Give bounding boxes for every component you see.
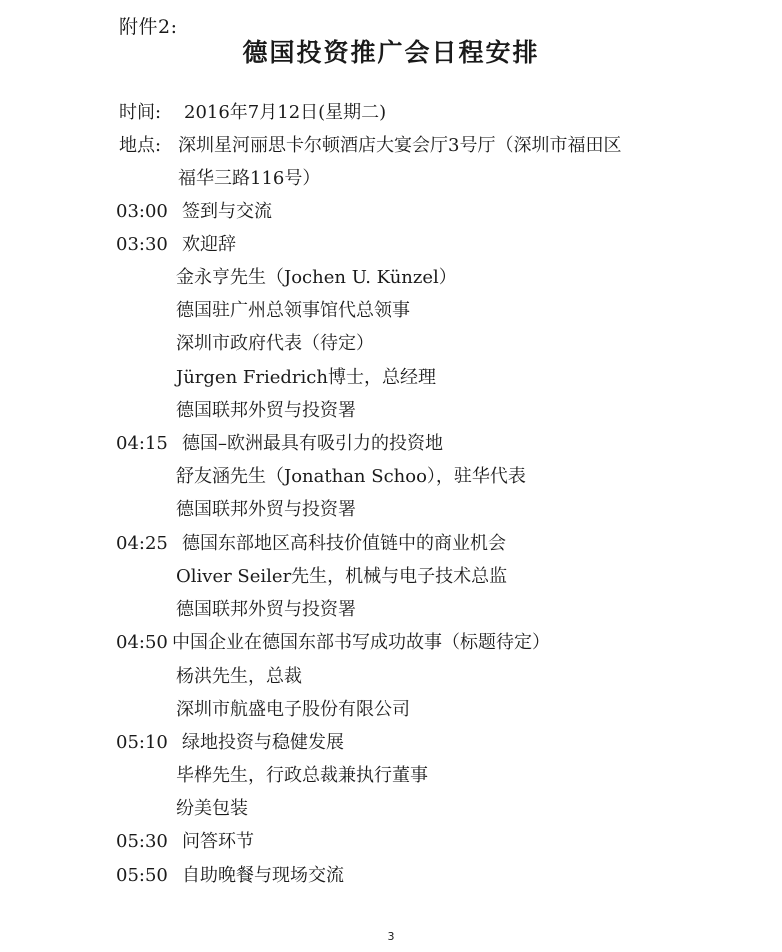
- venue-label: 地点:: [119, 135, 162, 156]
- schedule-time: 04:50: [116, 632, 168, 653]
- schedule-time: 04:25: [116, 533, 168, 554]
- schedule-detail: Jürgen Friedrich博士，总经理: [176, 367, 436, 388]
- schedule-item: 欢迎辞: [182, 234, 236, 255]
- schedule-time: 05:10: [116, 732, 168, 753]
- schedule-item: 绿地投资与稳健发展: [182, 732, 344, 753]
- venue-line-2: 福华三路116号）: [178, 168, 321, 189]
- schedule-item: 自助晚餐与现场交流: [182, 865, 344, 886]
- page-number: 3: [387, 930, 395, 943]
- schedule-detail: 德国联邦外贸与投资署: [176, 599, 356, 620]
- schedule-detail: 杨洪先生，总裁: [176, 666, 302, 687]
- page-title: 德国投资推广会日程安排: [242, 38, 540, 67]
- time-value: 2016年7月12日(星期二): [184, 102, 387, 123]
- schedule-item: 问答环节: [182, 831, 254, 852]
- venue-line-1: 深圳星河丽思卡尔顿酒店大宴会厅3号厅（深圳市福田区: [178, 135, 622, 156]
- schedule-time: 03:00: [116, 201, 168, 222]
- schedule-detail: 德国联邦外贸与投资署: [176, 400, 356, 421]
- schedule-time: 05:50: [116, 865, 168, 886]
- schedule-time: 05:30: [116, 831, 168, 852]
- schedule-detail: 毕桦先生，行政总裁兼执行董事: [176, 765, 428, 786]
- schedule-item: 签到与交流: [182, 201, 272, 222]
- schedule-item: 德国–欧洲最具有吸引力的投资地: [182, 433, 443, 454]
- schedule-detail: 德国驻广州总领事馆代总领事: [176, 300, 410, 321]
- time-label: 时间:: [119, 102, 162, 123]
- schedule-detail: 深圳市航盛电子股份有限公司: [176, 699, 410, 720]
- schedule-time: 04:15: [116, 433, 168, 454]
- schedule-detail: Oliver Seiler先生，机械与电子技术总监: [176, 566, 508, 587]
- schedule-time: 03:30: [116, 234, 168, 255]
- attachment-label: 附件2:: [119, 16, 178, 38]
- schedule-detail: 纷美包装: [176, 798, 248, 819]
- schedule-item: 中国企业在德国东部书写成功故事（标题待定）: [172, 632, 550, 653]
- schedule-detail: 德国联邦外贸与投资署: [176, 499, 356, 520]
- schedule-detail: 舒友涵先生（Jonathan Schoo），驻华代表: [176, 466, 526, 487]
- schedule-detail: 深圳市政府代表（待定）: [176, 333, 374, 354]
- schedule-item: 德国东部地区高科技价值链中的商业机会: [182, 533, 506, 554]
- schedule-detail: 金永亨先生（Jochen U. Künzel）: [176, 267, 457, 288]
